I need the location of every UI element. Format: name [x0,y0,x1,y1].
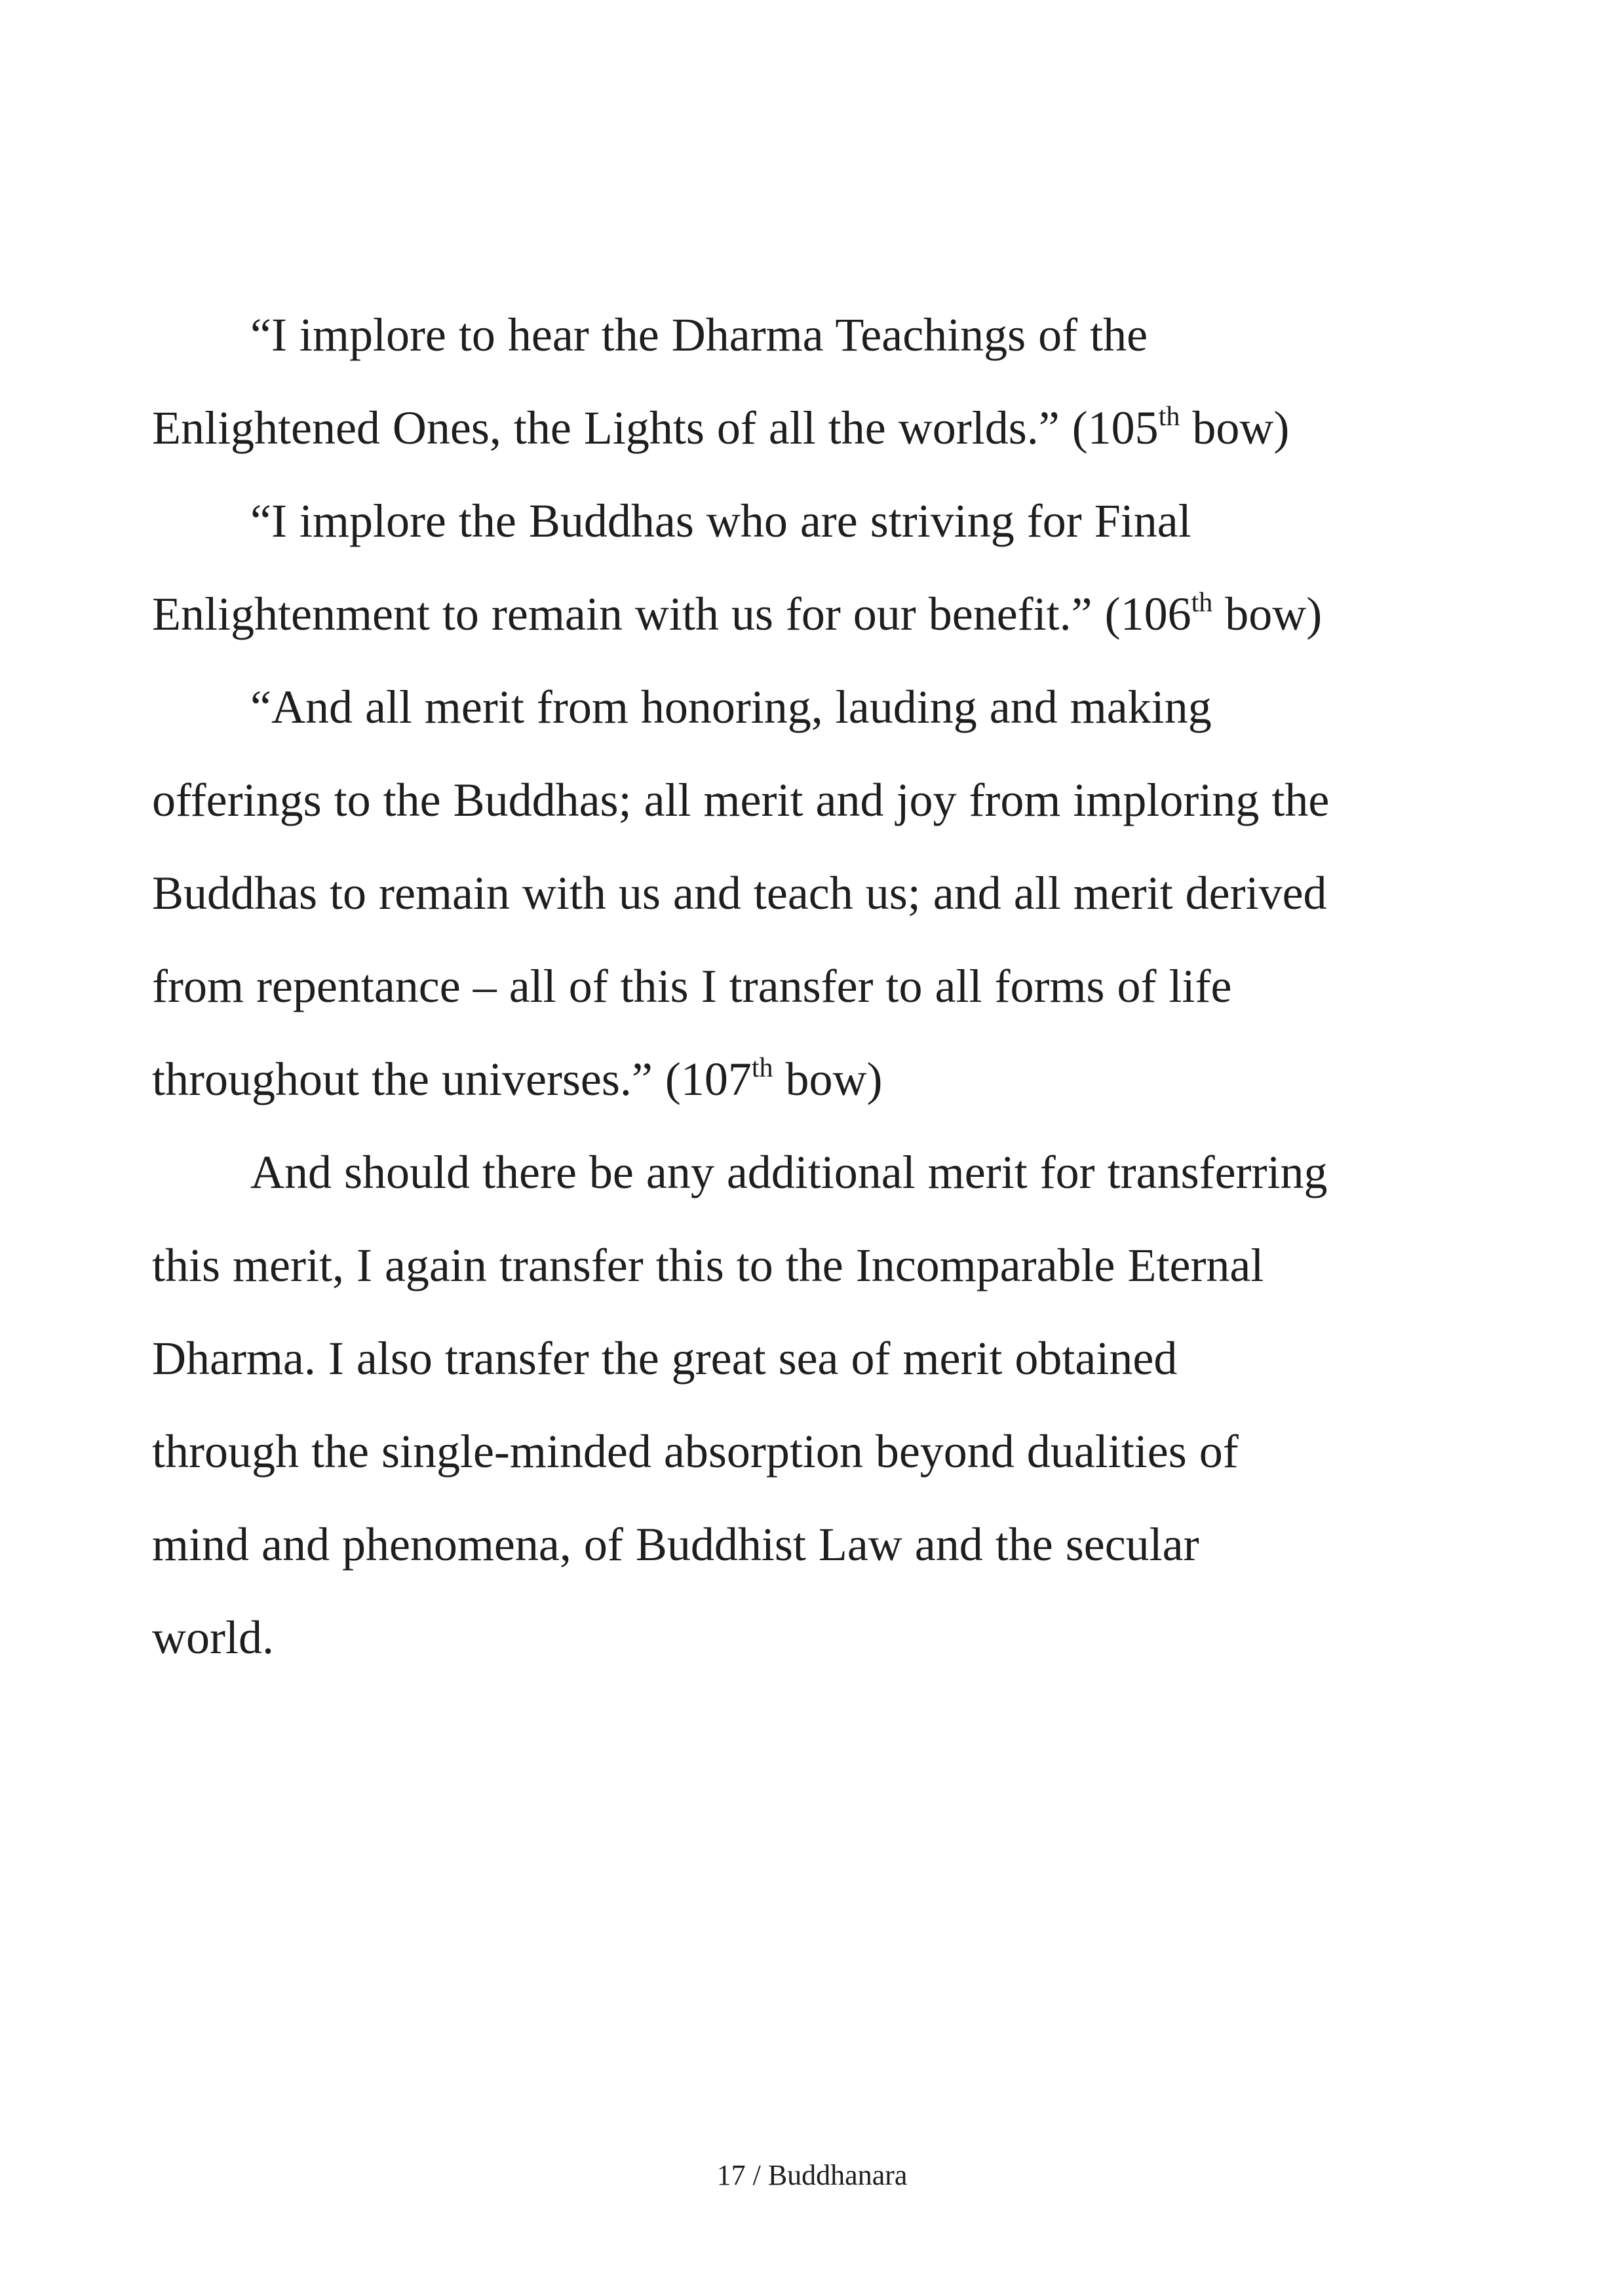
paragraph-tail: bow) [1212,588,1323,640]
page-footer: 17 / Buddhanara [716,2159,908,2191]
paragraph-merit-transfer [152,1126,1332,1684]
paragraph-text: And should there be any additional merit for transferring this merit, I again transfer this to the Incomparable Eternal Dharma. I also transfer the great sea of merit obtained through the single-minded absorption beyond dualities of mind and phenomena, of Buddhist Law and the secular world. [152,1146,1328,1664]
paragraph-106th-bow [152,474,1332,660]
ordinal-suffix: th [1191,588,1213,618]
paragraph-105th-bow [152,288,1332,474]
paragraph-text: “I implore the Buddhas who are striving for Final Enlightenment to remain with us for our benefit.” (106 [152,495,1191,640]
paragraph-tail: bow) [773,1053,883,1105]
ordinal-suffix: th [751,1053,773,1083]
paragraph-tail: bow) [1180,402,1290,454]
ordinal-suffix: th [1158,402,1180,432]
paragraph-text: “And all merit from honoring, lauding and making offerings to the Buddhas; all merit and joy from imploring the Buddhas to remain with us and teach us; and all merit derived from repentance – all of this I transfer to all forms of life throughout the universes.” (107 [152,681,1330,1105]
body-text [152,288,1332,1684]
paragraph-107th-bow [152,660,1332,1126]
paragraph-text: “I implore to hear the Dharma Teachings of the Enlightened Ones, the Lights of all the worlds.” (105 [152,309,1159,454]
